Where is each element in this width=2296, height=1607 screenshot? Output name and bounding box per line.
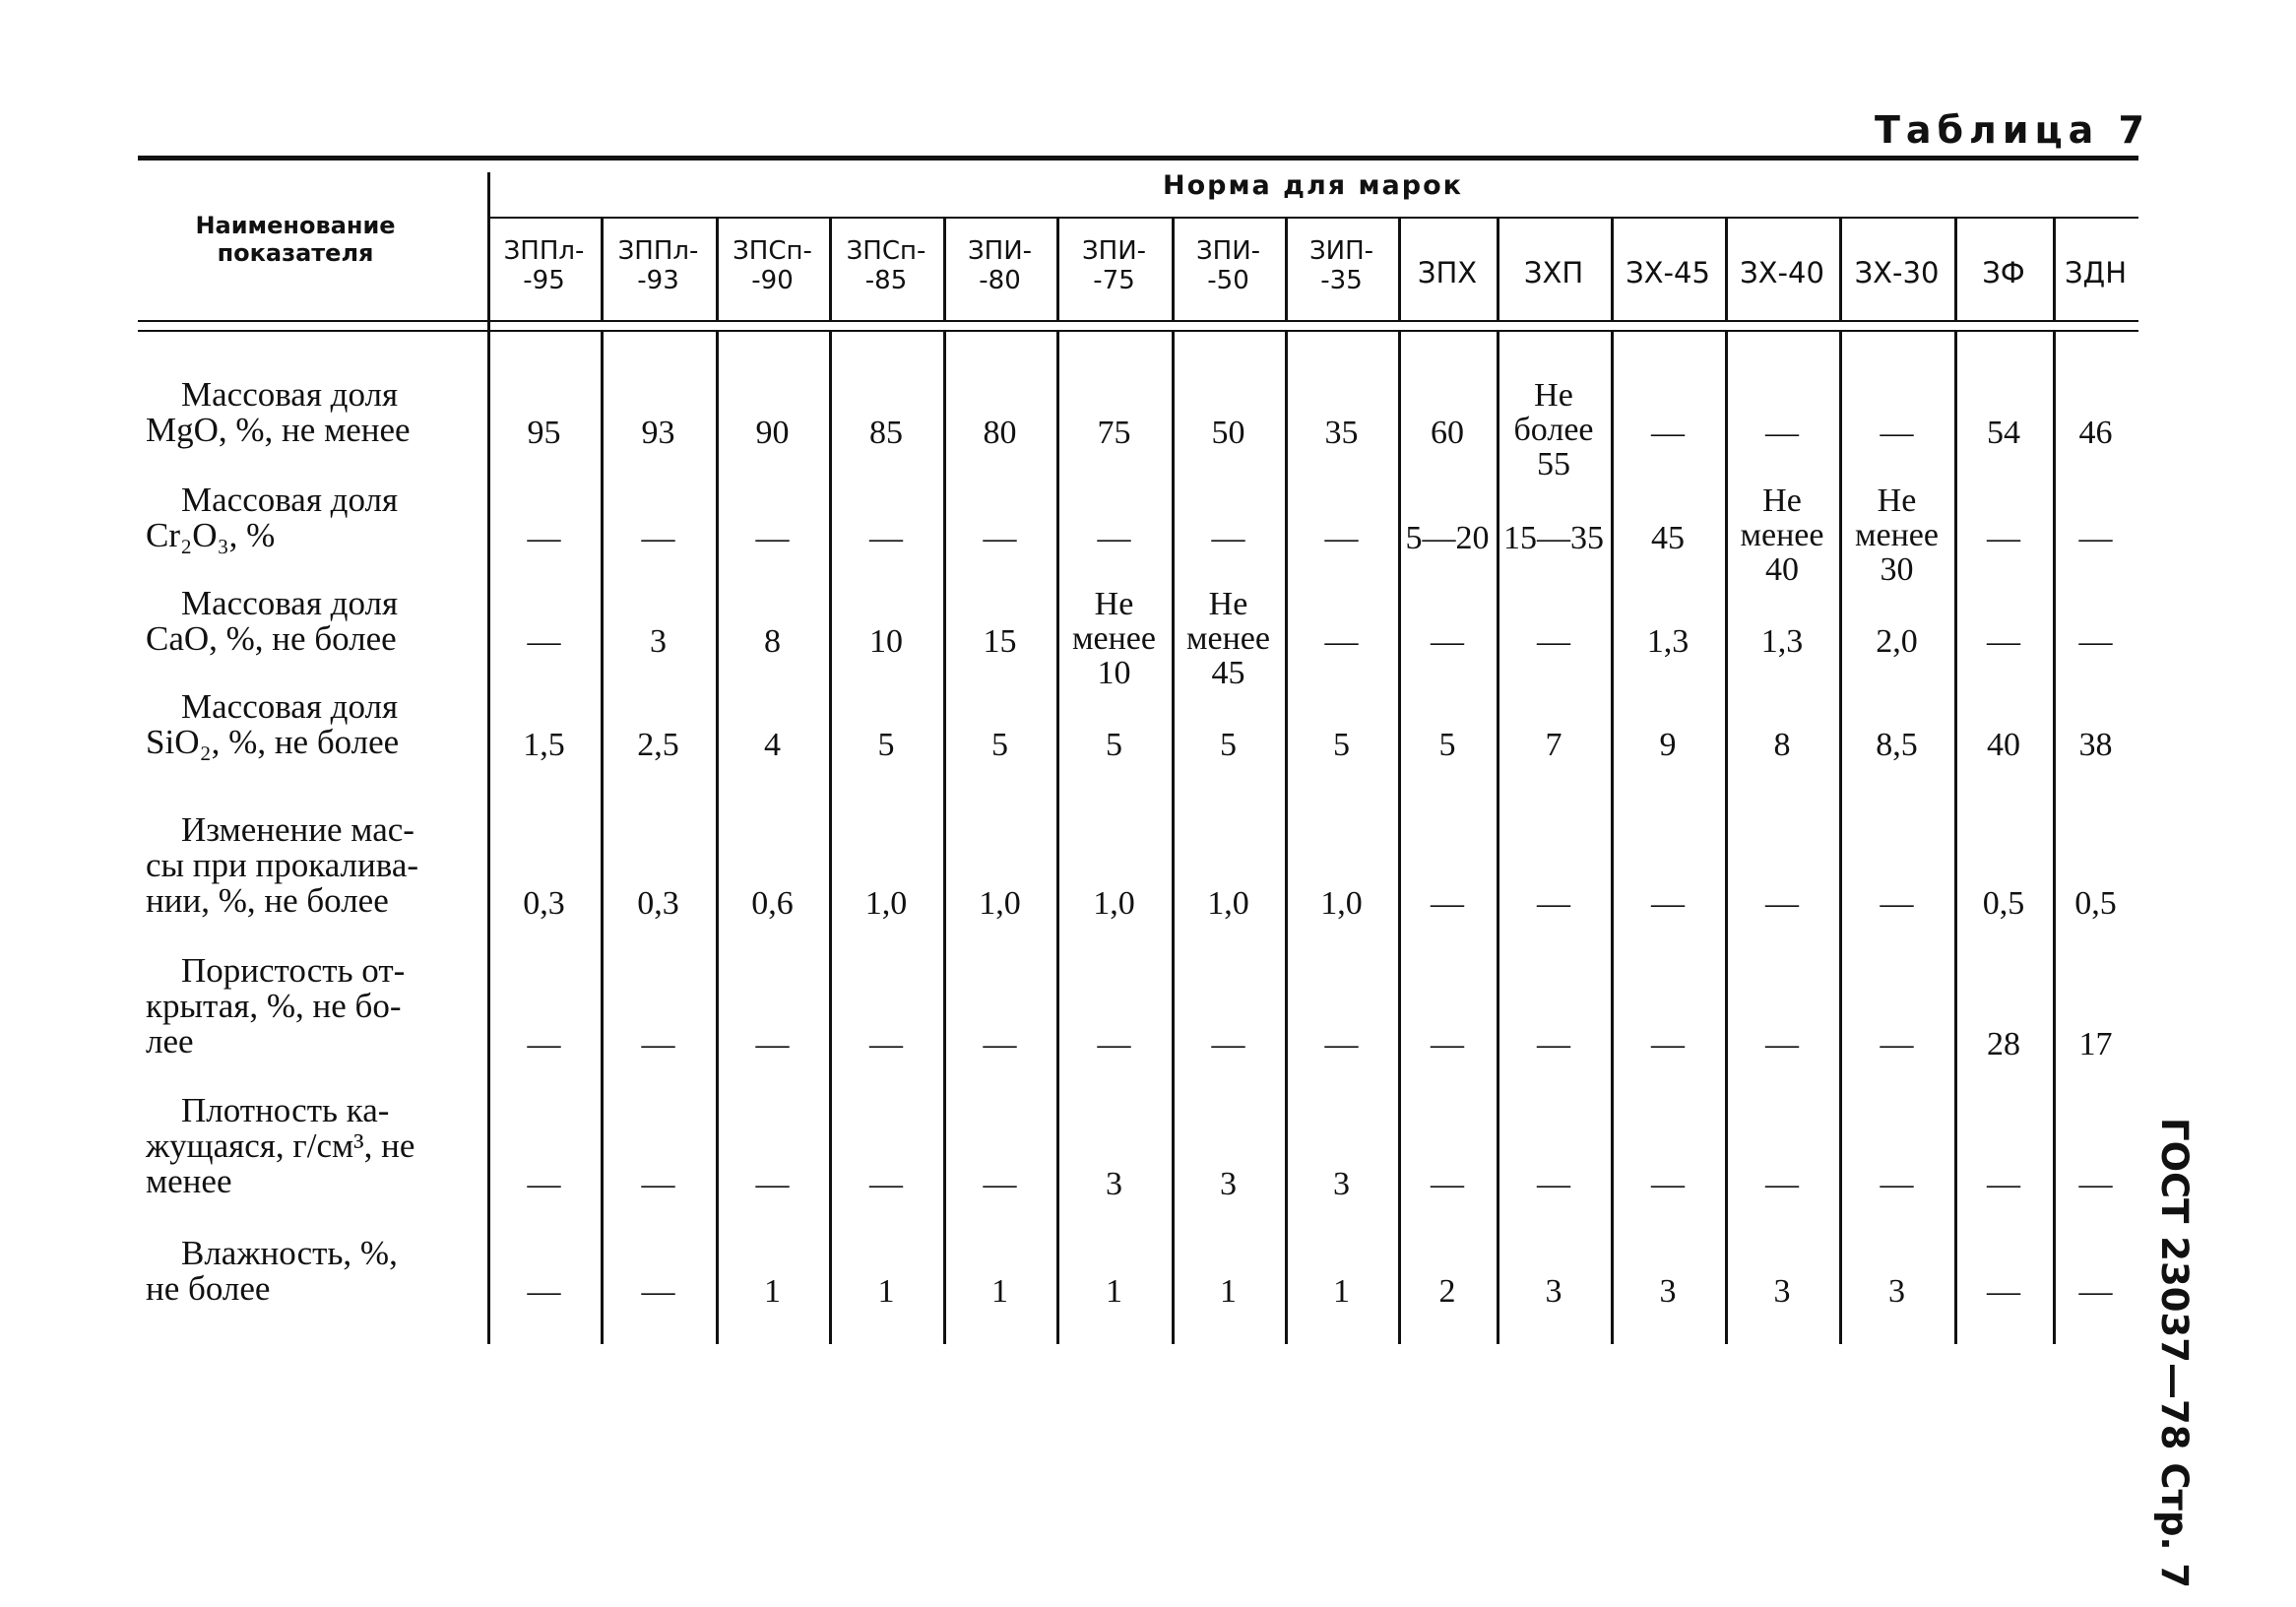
table-cell: 28 — [1987, 1026, 2020, 1062]
norm-header: Норма для марок — [1163, 170, 1463, 201]
table-cell: 60 — [1431, 415, 1464, 451]
table-cell: 1,0 — [864, 885, 908, 922]
table-cell: — — [1880, 885, 1914, 922]
table-cell: — — [755, 1166, 790, 1202]
grade-header: ЗПИ- -80 — [967, 236, 1033, 295]
table-cell: 1,0 — [1320, 885, 1363, 922]
table-cell: — — [1765, 1026, 1799, 1062]
table-cell: — — [1987, 1166, 2020, 1202]
row-label-line: Массовая доля — [181, 584, 399, 622]
table-cell: 3 — [1659, 1273, 1677, 1310]
table-cell: 5 — [1333, 727, 1350, 763]
table-cell: — — [1431, 1166, 1464, 1202]
table-cell: 15—35 — [1503, 520, 1604, 556]
table-cell: 4 — [764, 727, 781, 763]
table-cell: — — [1324, 623, 1359, 660]
norm-rule — [487, 217, 2138, 219]
table-cell: 46 — [2078, 415, 2113, 451]
table-cell: — — [1537, 623, 1570, 660]
table-cell: — — [641, 1026, 675, 1062]
table-cell: — — [1880, 1166, 1914, 1202]
row-label — [146, 812, 455, 919]
row-label-line: жущаяся, г/см³, не — [146, 1126, 415, 1165]
table-cell: 10 — [869, 623, 903, 660]
row-label-line: Cr₂O₃, % — [146, 516, 276, 554]
row-label — [146, 1093, 455, 1199]
table-cell: Не менее 45 — [1186, 586, 1270, 691]
table-cell: — — [1537, 1166, 1570, 1202]
table-cell: 40 — [1987, 727, 2020, 763]
row-label-line: Плотность ка- — [181, 1091, 390, 1129]
table-cell: — — [983, 1026, 1017, 1062]
table-cell: — — [1880, 415, 1914, 451]
table-cell: Не менее 10 — [1072, 586, 1156, 691]
table-cell: 1,3 — [1646, 623, 1690, 660]
table-cell: 38 — [2078, 727, 2113, 763]
table-cell: 1 — [1333, 1273, 1350, 1310]
table-cell: 85 — [869, 415, 903, 451]
table-cell: 1,5 — [523, 727, 565, 763]
table-cell: 1 — [991, 1273, 1008, 1310]
row-label-line: Массовая доля — [181, 687, 399, 726]
table-cell: — — [1987, 1273, 2020, 1310]
table-cell: — — [2078, 623, 2113, 660]
table-cell: — — [1880, 1026, 1914, 1062]
table-cell: 8 — [1773, 727, 1791, 763]
table-cell: 1 — [764, 1273, 781, 1310]
row-label-line: MgO, %, не менее — [146, 411, 411, 449]
row-label-line: Влажность, %, — [181, 1234, 398, 1272]
table-cell: — — [1431, 885, 1464, 922]
indicator-header: Наименование показателя — [195, 212, 396, 267]
table-cell: — — [1987, 623, 2020, 660]
table-cell: 0,3 — [523, 885, 565, 922]
table-cell: 5 — [877, 727, 895, 763]
table-cell: — — [1765, 1166, 1799, 1202]
table-cell: 1,3 — [1760, 623, 1804, 660]
table-cell: 5 — [1220, 727, 1237, 763]
row-label-line: Массовая доля — [181, 375, 399, 414]
table-cell: 90 — [755, 415, 790, 451]
table-cell: — — [1537, 885, 1570, 922]
grade-header: ЗИП- -35 — [1308, 236, 1374, 295]
grade-header: ЗПСп- -85 — [846, 236, 926, 295]
table-cell: 8 — [764, 623, 781, 660]
table-cell: — — [527, 1166, 561, 1202]
table-cell: — — [1324, 1026, 1359, 1062]
row-label-line: сы при прокалива- — [146, 846, 419, 884]
row-label — [146, 586, 455, 657]
table-cell: — — [869, 1026, 903, 1062]
table-cell: — — [755, 520, 790, 556]
row-label-line: Массовая доля — [181, 481, 399, 519]
table-cell: 1 — [1220, 1273, 1237, 1310]
table-cell: — — [641, 1166, 675, 1202]
table-title: Таблица 7 — [1874, 108, 2150, 152]
row-label-line: не более — [146, 1269, 271, 1308]
table-cell: 0,6 — [751, 885, 794, 922]
table-cell: 5 — [991, 727, 1008, 763]
row-label-line: крытая, %, не бо- — [146, 987, 402, 1025]
table-cell: — — [983, 520, 1017, 556]
table-cell: 7 — [1545, 727, 1563, 763]
table-cell: — — [1211, 520, 1245, 556]
row-label-line: Пористость от- — [181, 951, 406, 990]
table-cell: — — [2078, 1166, 2113, 1202]
table-cell: — — [983, 1166, 1017, 1202]
row-label — [146, 1236, 455, 1307]
top-rule — [138, 156, 2138, 161]
table-cell: 2,0 — [1876, 623, 1918, 660]
table-cell: 54 — [1987, 415, 2020, 451]
row-label-line: Изменение мас- — [181, 810, 415, 849]
table-cell: — — [1987, 520, 2020, 556]
table-cell: Не менее 30 — [1855, 482, 1939, 588]
table-cell: 75 — [1097, 415, 1131, 451]
grade-header: ЗПСп- -90 — [733, 236, 812, 295]
table-cell: 1 — [1106, 1273, 1122, 1310]
table-cell: — — [1431, 1026, 1464, 1062]
table-cell: 3 — [650, 623, 667, 660]
table-cell: 1,0 — [1207, 885, 1249, 922]
table-cell: 5 — [1106, 727, 1122, 763]
table-cell: — — [1537, 1026, 1570, 1062]
row-label-line: лее — [146, 1022, 194, 1061]
grade-header: ЗХ-45 — [1626, 256, 1710, 289]
grade-header: ЗХ-30 — [1854, 256, 1940, 289]
table-cell: — — [2078, 1273, 2113, 1310]
table-cell: — — [869, 520, 903, 556]
table-cell: — — [869, 1166, 903, 1202]
table-cell: 93 — [641, 415, 675, 451]
table-cell: — — [1765, 415, 1799, 451]
table-cell: — — [755, 1026, 790, 1062]
table-cell: 2 — [1438, 1273, 1456, 1310]
table-cell: — — [1097, 1026, 1131, 1062]
table-cell: — — [1651, 1026, 1685, 1062]
table-cell: — — [527, 1026, 561, 1062]
table-cell: 35 — [1324, 415, 1359, 451]
table-cell: 17 — [2078, 1026, 2113, 1062]
table-cell: Не менее 40 — [1740, 482, 1824, 588]
table-cell: 1,0 — [1093, 885, 1135, 922]
table-cell: — — [641, 520, 675, 556]
table-cell: 1 — [877, 1273, 895, 1310]
grade-header: ЗПИ- -50 — [1195, 236, 1261, 295]
table-cell: 9 — [1659, 727, 1677, 763]
grade-header: ЗППл- -93 — [617, 236, 699, 295]
table-cell: — — [1651, 415, 1685, 451]
row-label-line: SiO₂, %, не более — [146, 723, 400, 761]
table-cell: — — [1651, 885, 1685, 922]
table-cell: — — [1651, 1166, 1685, 1202]
table-cell: 3 — [1545, 1273, 1563, 1310]
table-cell: — — [2078, 520, 2113, 556]
table-cell: 3 — [1773, 1273, 1791, 1310]
table-cell: — — [641, 1273, 675, 1310]
grade-header: ЗППл- -95 — [503, 236, 585, 295]
grade-header: ЗПИ- -75 — [1081, 236, 1147, 295]
grade-header: ЗХП — [1523, 256, 1584, 289]
grade-header: ЗФ — [1982, 256, 2025, 289]
table-cell: 2,5 — [637, 727, 679, 763]
table-cell: 0,3 — [637, 885, 679, 922]
table-cell: 15 — [983, 623, 1017, 660]
table-cell: 5 — [1438, 727, 1456, 763]
table-cell: 0,5 — [2074, 885, 2117, 922]
table-cell: 50 — [1211, 415, 1245, 451]
table-cell: 3 — [1220, 1166, 1237, 1202]
document-code: ГОСТ 23037—78 Стр. 7 — [2153, 1118, 2196, 1589]
table-cell: Не более 55 — [1513, 377, 1594, 482]
table-cell: 3 — [1106, 1166, 1122, 1202]
table-cell: 5—20 — [1405, 520, 1490, 556]
table-cell: 45 — [1651, 520, 1685, 556]
table-cell: — — [1765, 885, 1799, 922]
table-cell: — — [527, 623, 561, 660]
table-cell: 95 — [527, 415, 561, 451]
row-label-line: CaO, %, не более — [146, 619, 397, 658]
grade-header: ЗХ-40 — [1740, 256, 1824, 289]
row-label — [146, 377, 455, 448]
row-label — [146, 689, 455, 760]
row-label — [146, 953, 455, 1060]
row-label — [146, 482, 455, 553]
table-cell: 8,5 — [1876, 727, 1918, 763]
table-cell: — — [527, 1273, 561, 1310]
table-cell: 3 — [1888, 1273, 1905, 1310]
grade-header: ЗДН — [2064, 256, 2128, 289]
table-cell: — — [1324, 520, 1359, 556]
row-label-line: менее — [146, 1162, 232, 1200]
table-cell: — — [1431, 623, 1464, 660]
table-cell: — — [527, 520, 561, 556]
table-cell: 80 — [983, 415, 1017, 451]
table-cell: — — [1211, 1026, 1245, 1062]
row-label-line: нии, %, не более — [146, 881, 389, 920]
table-cell: 1,0 — [979, 885, 1021, 922]
table-cell: 3 — [1333, 1166, 1350, 1202]
grade-header: ЗПХ — [1417, 256, 1478, 289]
table-cell: — — [1097, 520, 1131, 556]
table-cell: 0,5 — [1982, 885, 2025, 922]
